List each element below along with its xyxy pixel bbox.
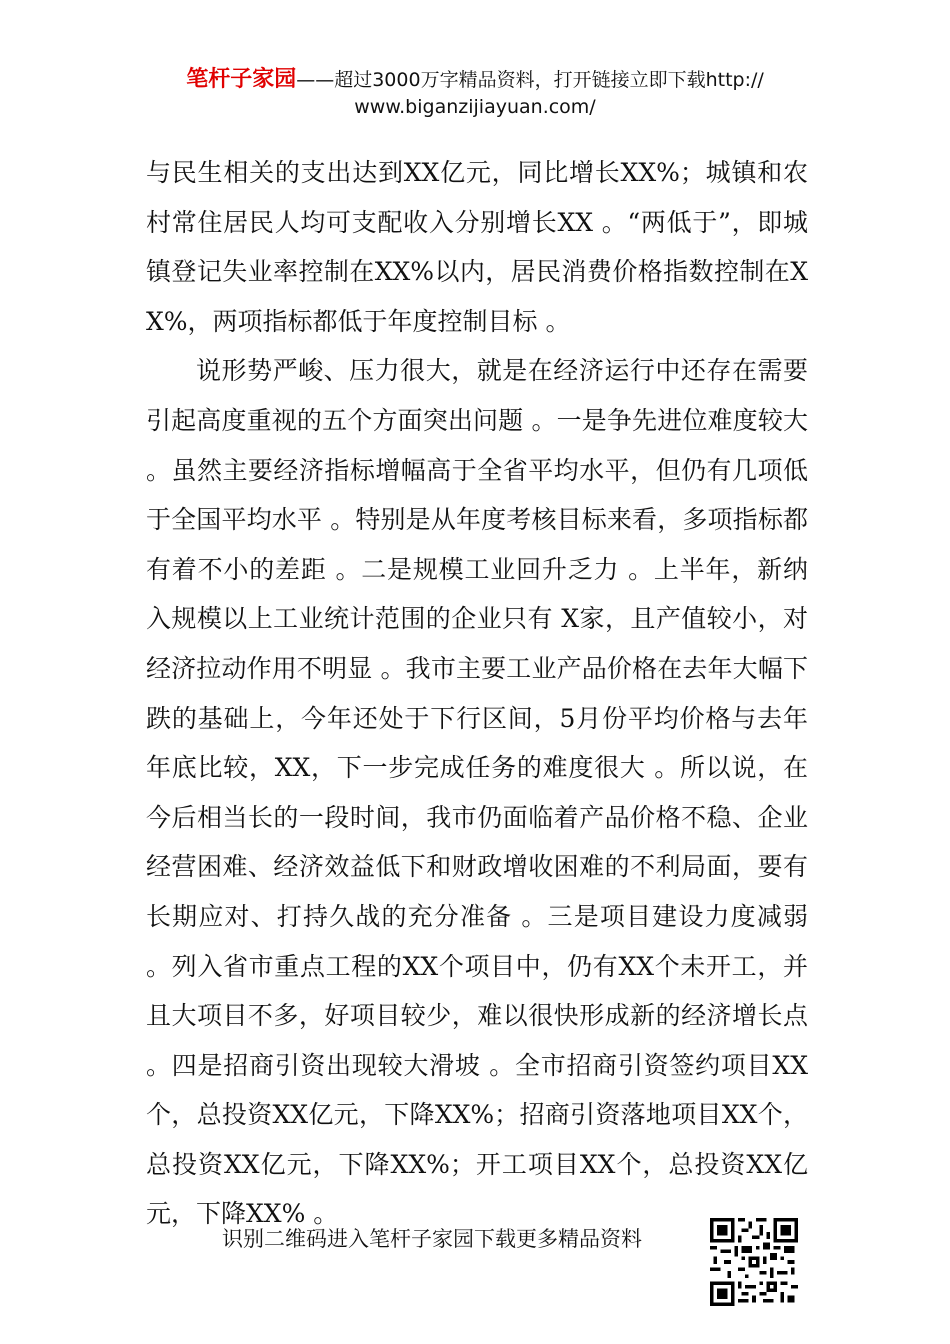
page-header [60, 66, 890, 121]
paragraph-2: 说形势严峻、压力很大，就是在经济运行中还存在需要引起高度重视的五个方面突出问题 。一是争先进位难度较大 。虽然主要经济指标增幅高于全省平均水平，但仍有几项低于全国平均水平 。特别是从年度考核目标来看，多项指标都有着不小的差距 。二是规模工业回升乏力 。上半年，新纳入规模以上工业统计范围的企业只有 X家，且产值较小，对经济拉动作用不明显 。我市主要工业产品价格在去年大幅下跌的基础上，今年还处于下行区间，5月份平均价格与去年年底比较，XX，下一步完成任务的难度很大 。所以说，在今后相当长的一段时间，我市仍面临着产品价格不稳、企业经营困难、经济效益低下和财政增收困难的不利局面，要有长期应对、打持久战的充分准备 。三是项目建设力度减弱 。列入省市重点工程的XX个项目中，仍有XX个未开工，并且大项目不多，好项目较少，难以很快形成新的经济增长点 。四是招商引资出现较大滑坡 。全市招商引资签约项目XX个，总投资XX亿元，下降XX%；招商引资落地项目XX个，总投资XX亿元，下降XX%；开工项目XX个，总投资XX亿元，下降XX% 。 [146, 356, 808, 1229]
header-line-1 [60, 66, 890, 94]
footer-caption: 识别二维码进入笔杆子家园下载更多精品资料 [222, 1227, 642, 1251]
paragraph-1: 与民生相关的支出达到XX亿元，同比增长XX%；城镇和农村常住居民人均可支配收入分别增长XX 。“两低于”，即城镇登记失业率控制在XX%以内，居民消费价格指数控制在XX%，两项指标都低于年度控制目标 。 [146, 158, 808, 336]
header-tagline[interactable]: ——超过3000万字精品资料，打开链接立即下载http:// [296, 69, 764, 91]
qr-code-icon[interactable] [710, 1218, 798, 1306]
brand-name: 笔杆子家园 [186, 67, 297, 92]
header-url[interactable]: www.biganzijiayuan.com/ [354, 96, 596, 118]
document-body [146, 148, 808, 1239]
